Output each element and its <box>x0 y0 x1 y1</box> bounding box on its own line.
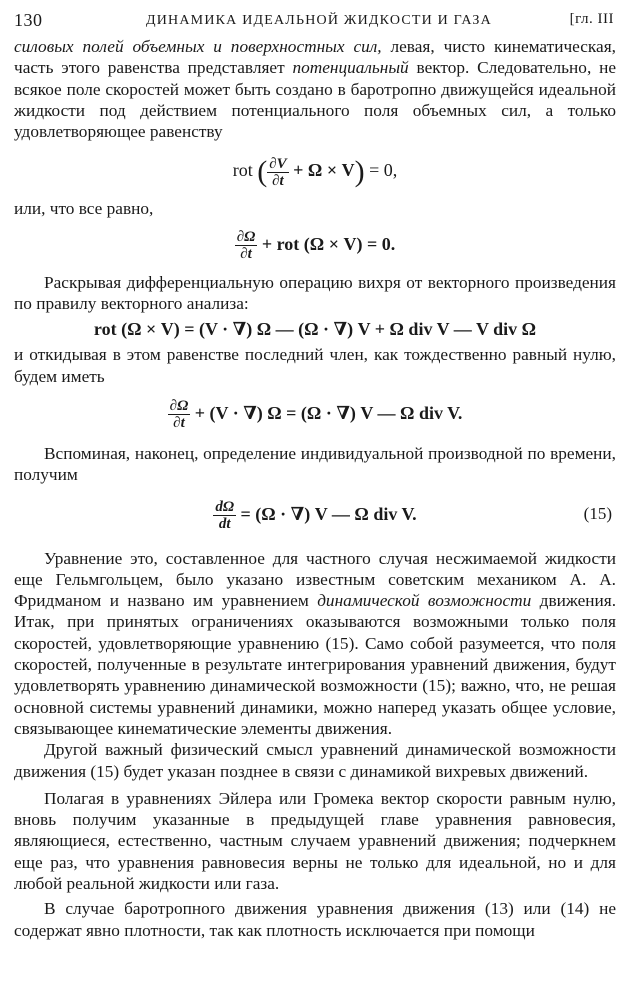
equation-5: $\frac{d\Omega}{dt}$ = (Ω · ∇) V — Ω div V. (15) <box>14 486 616 542</box>
paragraph-4: и откидывая в этом равенстве последний член, как тождественно равный нулю, будем иметь <box>14 345 616 386</box>
page-header <box>14 6 616 32</box>
chapter-marker: [гл. III <box>569 11 614 27</box>
fraction: $\frac{\partial V}{\partial t}$ <box>269 155 287 189</box>
equation-2: $\frac{\partial\Omega}{\partial t}$ + rot (Ω × V) = 0. <box>236 229 396 263</box>
equation-3: rot (Ω × V) = (V · ∇) Ω — (Ω · ∇) V + Ω div V — V div Ω <box>93 319 537 340</box>
italic-phrase: динамической возможности <box>317 591 532 611</box>
italic-phrase: силовых полей объемных и поверхностных сил, <box>14 37 382 56</box>
paragraph-1: силовых полей объемных и поверхностных сил, левая, чисто кинематическая, часть этого равенства представляет потенциальный вектор. Следовательно, не всякое поле скоростей может быть создано в баротропно движущейся идеальной жидкости под действием потенциального поля объемных сил, а только удовлетворяющее равенству <box>14 37 616 142</box>
paragraph-3: Раскрывая дифференциальную операцию вихря от векторного произведения по правилу векторного анализа: <box>14 272 616 314</box>
running-title: ДИНАМИКА ИДЕАЛЬНОЙ ЖИДКОСТИ И ГАЗА <box>146 13 492 28</box>
fraction: $\frac{d\Omega}{dt}$ <box>215 498 235 532</box>
paragraph-6: Уравнение это, составленное для частного случая несжимаемой жидкости еще Гельмгольцем, было указано известным советским механиком А. А. Фридманом и названо им уравнением динамической возможности движения. Итак, при принятых ограничениях оказываются возможными только поля скоростей, удовлетворяющие уравнению (15). Само собой разумеется, что поля скоростей, полученные в результате интегрирования уравнений движения, будут удовлетворять уравнению динамической возможности (15); важно, что, не решая основной системы уравнений динамики, можно наперед указать общее условие, связывающее кинематические элементы движения. <box>14 548 617 738</box>
italic-word: потенциальный <box>292 58 409 78</box>
paragraph-2: или, что все равно, <box>14 199 154 219</box>
fraction: $\frac{\partial\Omega}{\partial t}$ <box>169 398 189 432</box>
paragraph-7: Другой важный физический смысл уравнений динамической возможности движения (15) будет указан позднее в связи с динамикой вихревых движений. <box>14 740 616 781</box>
equation-number: (15) <box>583 503 612 523</box>
paragraph-8: Полагая в уравнениях Эйлера или Громека вектор скорости равным нулю, вновь получим указанные в предыдущей главе уравнения равновесия, являющиеся, естественно, частным случаем уравнений движения; подчеркнем еще раз, что уравнения равновесия верны не только для идеальной, но и для любой реальной жидкости или газа. <box>14 788 616 894</box>
fraction: $\frac{\partial\Omega}{\partial t}$ <box>236 229 256 263</box>
page-number: 130 <box>14 10 43 30</box>
paragraph-9: В случае баротропного движения уравнения движения (13) или (14) не содержат явно плотности, так как плотность исключается при помощи <box>14 899 616 940</box>
equation-1: rot ( $\frac{\partial V}{\partial t}$ + Ω × V) = 0, <box>232 155 398 189</box>
paragraph-5: Вспоминая, наконец, определение индивидуальной производной по времени, получим <box>14 443 616 485</box>
equation-4: $\frac{\partial\Omega}{\partial t}$ + (V · ∇) Ω = (Ω · ∇) V — Ω div V. <box>169 398 463 432</box>
